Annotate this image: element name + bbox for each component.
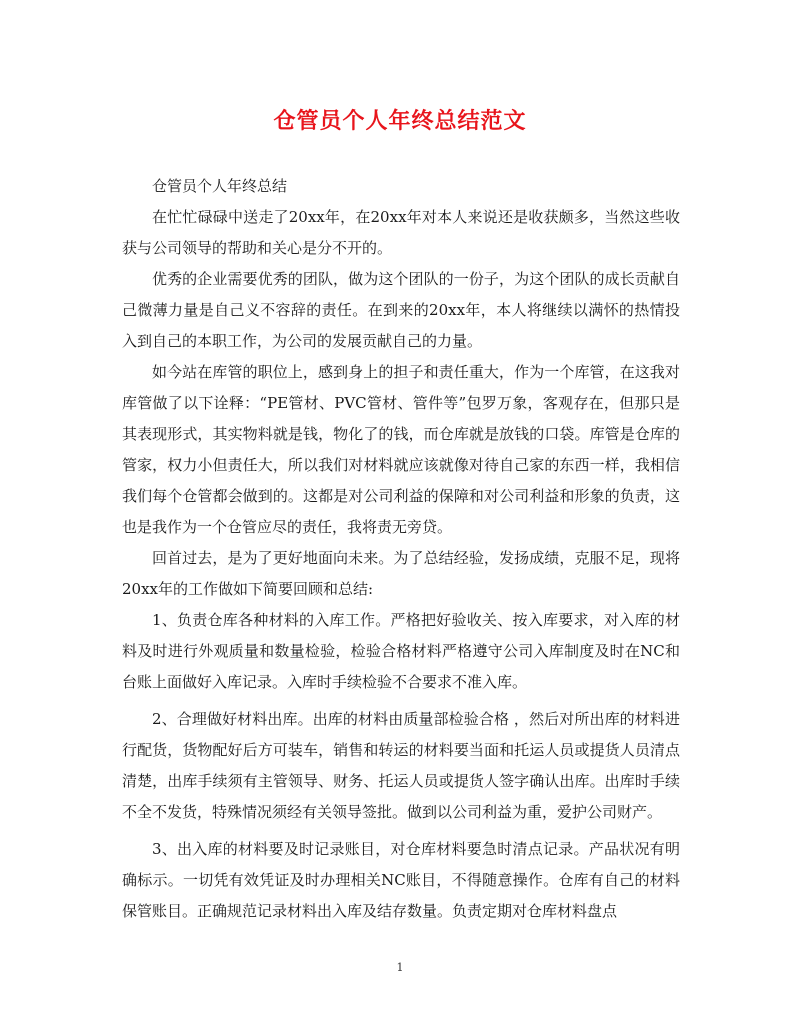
- document-body: [122, 171, 680, 927]
- paragraph: 回首过去，是为了更好地面向未来。为了总结经验，发扬成绩，克服不足，现将20xx年的工作做如下简要回顾和总结:: [122, 549, 680, 598]
- page-number: 1: [396, 961, 404, 974]
- paragraph: 2、合理做好材料出库。出库的材料由质量部检验合格 ，然后对所出库的材料进行配货，货物配好后方可装车，销售和转运的材料要当面和托运人员或提货人员清点清楚，出库手续须有主管领导、财务、托运人员或提货人签字确认出库。出库时手续不全不发货，特殊情况须经有关领导签批。做到以公司利益为重，爱护公司财产。: [122, 710, 680, 821]
- paragraph-heading: 仓管员个人年终总结: [152, 177, 288, 195]
- paragraph: 在忙忙碌碌中送走了20xx年，在20xx年对本人来说还是收获颇多，当然这些收获与公司领导的帮助和关心是分不开的。: [122, 208, 680, 257]
- paragraph: 1、负责仓库各种材料的入库工作。严格把好验收关、按入库要求，对入库的材料及时进行外观质量和数量检验，检验合格材料严格遵守公司入库制度及时在NC和台账上面做好入库记录。入库时手续检验不合要求不准入库。: [122, 611, 680, 691]
- document-title: 仓管员个人年终总结范文: [273, 108, 527, 134]
- paragraph: 3、出入库的材料要及时记录账目，对仓库材料要急时清点记录。产品状况有明确标示。一切凭有效凭证及时办理相关NC账目，不得随意操作。仓库有自己的材料保管账目。正确规范记录材料出入库及结存数量。负责定期对仓库材料盘点: [122, 840, 680, 920]
- paragraph: 优秀的企业需要优秀的团队，做为这个团队的一份子，为这个团队的成长贡献自己微薄力量是自己义不容辞的责任。在到来的20xx年，本人将继续以满怀的热情投入到自己的本职工作，为公司的发展贡献自己的力量。: [122, 270, 680, 350]
- paragraph: 如今站在库管的职位上，感到身上的担子和责任重大，作为一个库管，在这我对库管做了以下诠释：“PE管材、PVC管材、管件等”包罗万象，客观存在，但那只是其表现形式，其实物料就是钱，物化了的钱，而仓库就是放钱的口袋。库管是仓库的管家，权力小但责任大，所以我们对材料就应该就像对待自己家的东西一样，我相信我们每个仓管都会做到的。这都是对公司利益的保障和对公司利益和形象的负责，这也是我作为一个仓管应尽的责任，我将责无旁贷。: [122, 363, 680, 536]
